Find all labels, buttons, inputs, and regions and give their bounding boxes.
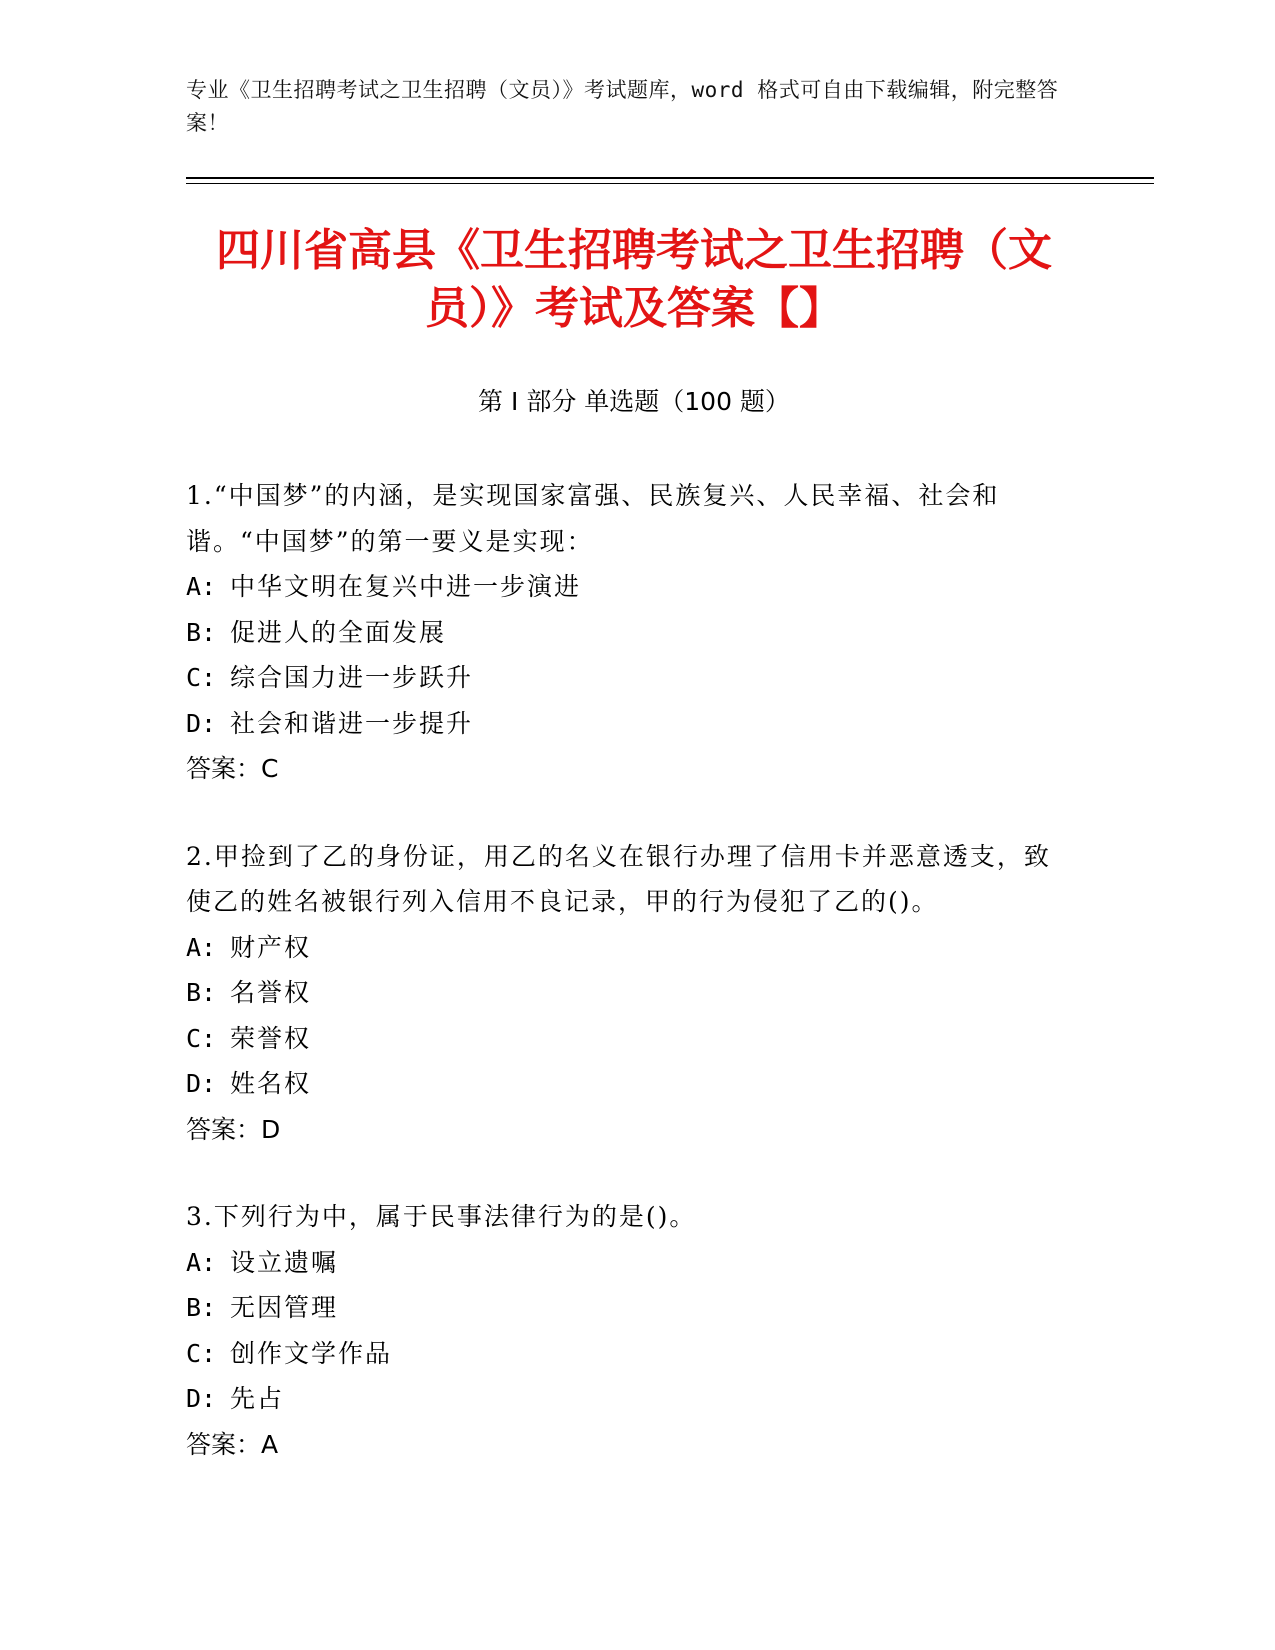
question-1 xyxy=(186,473,1066,792)
option-letter: C: xyxy=(186,1023,217,1053)
option-text: 社会和谐进一步提升 xyxy=(230,708,474,738)
option-text: 名誉权 xyxy=(230,978,312,1007)
option-letter: B: xyxy=(186,978,217,1007)
option-c xyxy=(186,1331,1066,1377)
option-text: 财产权 xyxy=(230,932,312,962)
answer-line: 答案：C xyxy=(186,754,279,783)
header-note: 专业《卫生招聘考试之卫生招聘（文员）》考试题库，word 格式可自由下载编辑，附完整答案！ xyxy=(186,78,1059,135)
option-b xyxy=(186,1285,1066,1331)
option-c xyxy=(186,1016,1066,1062)
option-letter: C: xyxy=(186,663,217,692)
option-c xyxy=(186,655,1066,701)
option-letter: A: xyxy=(186,1247,217,1277)
option-text: 中华文明在复兴中进一步演进 xyxy=(230,572,582,601)
option-letter: A: xyxy=(186,932,217,962)
option-letter: D: xyxy=(186,1069,217,1098)
option-b xyxy=(186,610,1066,656)
option-letter: B: xyxy=(186,617,217,647)
option-text: 促进人的全面发展 xyxy=(230,617,447,647)
option-a xyxy=(186,564,1066,610)
document-title: 四川省高县《卫生招聘考试之卫生招聘（文员）》考试及答案【】 xyxy=(216,225,1052,334)
option-d xyxy=(186,1376,1066,1422)
option-d xyxy=(186,1061,1066,1107)
option-d xyxy=(186,701,1066,747)
header-divider-thick xyxy=(186,177,1154,179)
option-text: 先占 xyxy=(230,1384,285,1413)
question-2 xyxy=(186,834,1066,1153)
section-title: 第 I 部分 单选题（100 题） xyxy=(478,387,790,416)
answer-line: 答案：A xyxy=(186,1429,279,1459)
option-letter: C: xyxy=(186,1338,217,1368)
header-divider-thin xyxy=(186,183,1154,184)
option-text: 创作文学作品 xyxy=(230,1338,393,1368)
option-text: 无因管理 xyxy=(230,1293,339,1322)
answer-line: 答案：D xyxy=(186,1114,281,1144)
option-text: 姓名权 xyxy=(230,1069,312,1098)
option-a xyxy=(186,1240,1066,1286)
option-text: 设立遗嘱 xyxy=(230,1247,339,1277)
question-stem: 2.甲捡到了乙的身份证，用乙的名义在银行办理了信用卡并恶意透支，致使乙的姓名被银行列入信用不良记录，甲的行为侵犯了乙的()。 xyxy=(186,841,1051,916)
question-3 xyxy=(186,1194,1066,1467)
option-letter: D: xyxy=(186,708,217,738)
question-stem: 1.“中国梦”的内涵，是实现国家富强、民族复兴、人民幸福、社会和谐。“中国梦”的第一要义是实现： xyxy=(186,481,1000,556)
option-a xyxy=(186,925,1066,971)
question-stem: 3.下列行为中，属于民事法律行为的是()。 xyxy=(186,1202,697,1231)
option-text: 综合国力进一步跃升 xyxy=(230,663,474,692)
question-list xyxy=(186,473,1066,1509)
option-letter: D: xyxy=(186,1384,217,1413)
option-b xyxy=(186,970,1066,1016)
option-letter: B: xyxy=(186,1293,217,1322)
option-text: 荣誉权 xyxy=(230,1023,312,1053)
option-letter: A: xyxy=(186,572,217,601)
